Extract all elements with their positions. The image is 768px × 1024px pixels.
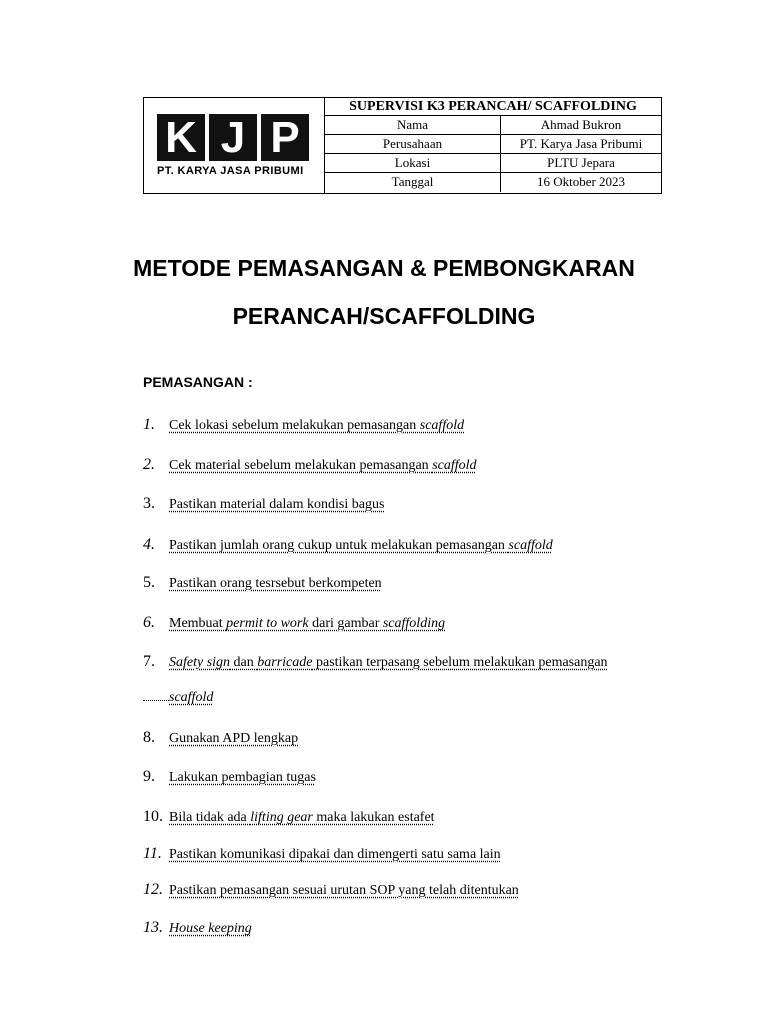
item-text: House keeping: [169, 921, 252, 936]
info-row-nama: [325, 116, 661, 135]
list-item: [143, 808, 435, 826]
item-number: 11.: [143, 845, 162, 862]
item-number: 1.: [143, 416, 155, 433]
item-number: 4.: [143, 536, 155, 553]
item-text: Lakukan pembagian tugas: [169, 770, 316, 785]
item-number: 12.: [143, 881, 163, 898]
info-title: SUPERVISI K3 PERANCAH/ SCAFFOLDING: [325, 98, 661, 116]
item-number: 6.: [143, 614, 155, 631]
list-item: [143, 919, 252, 937]
info-row-lokasi: [325, 154, 661, 173]
document-title: [0, 244, 768, 340]
list-item: [143, 495, 384, 513]
list-item: [143, 416, 464, 434]
item-text: Gunakan APD lengkap: [169, 731, 299, 746]
item-text: Pastikan orang tesrsebut berkompeten: [169, 576, 382, 591]
info-value: Ahmad Bukron: [540, 117, 622, 132]
list-item: [143, 456, 477, 474]
info-label: Nama: [325, 116, 501, 134]
item-number: 3.: [143, 495, 155, 512]
item-number: 9.: [143, 768, 155, 785]
logo-letter: J: [209, 114, 257, 161]
info-label: Lokasi: [325, 154, 501, 172]
info-value: PT. Karya Jasa Pribumi: [519, 136, 643, 151]
list-item: [143, 653, 608, 671]
list-item: [143, 768, 316, 786]
info-table: [325, 98, 661, 193]
item-text: Safety sign dan barricade pastikan terpasang sebelum melakukan pemasangan: [169, 655, 608, 670]
item-number: 5.: [143, 574, 155, 591]
list-item: [143, 614, 445, 632]
header-table: [143, 97, 662, 194]
title-line-1: METODE PEMASANGAN & PEMBONGKARAN: [133, 255, 635, 281]
logo-letter: K: [157, 114, 205, 161]
item-text: Membuat permit to work dari gambar scaffolding: [169, 616, 446, 631]
company-logo: [144, 98, 325, 193]
logo-caption: PT. KARYA JASA PRIBUMI: [157, 165, 304, 177]
item-text: Cek lokasi sebelum melakukan pemasangan scaffold: [169, 418, 465, 433]
item-7-continuation: scaffold: [143, 690, 213, 706]
list-item: [143, 881, 519, 899]
logo-letter: P: [261, 114, 309, 161]
section-heading: PEMASANGAN :: [143, 374, 253, 390]
info-value: 16 Oktober 2023: [536, 174, 626, 189]
item-text: Bila tidak ada lifting gear maka lakukan estafet: [169, 810, 435, 825]
item-number: 13.: [143, 919, 163, 936]
item-number: 7.: [143, 653, 155, 670]
list-item: [143, 574, 382, 592]
info-row-perusahaan: [325, 135, 661, 154]
list-item: [143, 845, 501, 863]
list-item: [143, 536, 553, 554]
item-number: 8.: [143, 729, 155, 746]
list-item: [143, 729, 298, 747]
info-label: Tanggal: [325, 173, 501, 192]
info-value: PLTU Jepara: [547, 155, 615, 170]
item-number: 10.: [143, 808, 163, 825]
item-number: 2.: [143, 456, 155, 473]
item-text: Cek material sebelum melakukan pemasangan scaffold: [169, 458, 477, 473]
info-label: Perusahaan: [325, 135, 501, 153]
item-text: Pastikan material dalam kondisi bagus: [169, 497, 385, 512]
title-line-2: PERANCAH/SCAFFOLDING: [232, 303, 536, 329]
item-text: Pastikan jumlah orang cukup untuk melakukan pemasangan scaffold: [169, 538, 553, 553]
item-text: Pastikan pemasangan sesuai urutan SOP yang telah ditentukan: [169, 883, 519, 898]
info-row-tanggal: [325, 173, 661, 192]
item-text: Pastikan komunikasi dipakai dan dimengerti satu sama lain: [169, 847, 501, 862]
